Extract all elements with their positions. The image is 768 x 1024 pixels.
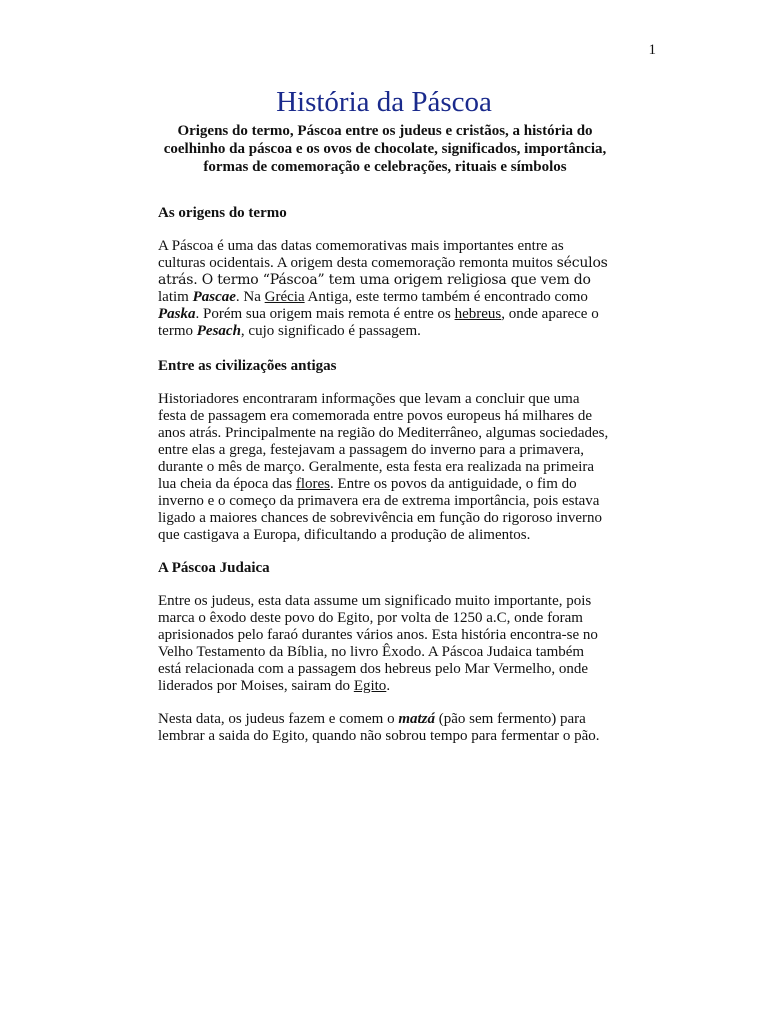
- paragraph-pascoa-judaica: [158, 593, 610, 695]
- text-span: Nesta data, os judeus fazem e comem o: [158, 711, 399, 727]
- link-hebreus[interactable]: hebreus: [454, 306, 502, 322]
- term-pesach: Pesach: [196, 323, 241, 339]
- text-span: (pão sem fermento) para lembrar a saida do Egito, quando não sobrou tempo para fermentar o pão.: [158, 711, 600, 744]
- page-subtitle: Origens do termo, Páscoa entre os judeus e cristãos, a história do coelhinho da páscoa e os ovos de chocolate, significados, importância, formas de comemoração e celebrações, rituais e símbolos: [163, 123, 607, 175]
- link-egito[interactable]: Egito: [353, 678, 387, 694]
- term-paska: Paska: [158, 306, 196, 322]
- document-body: [158, 205, 610, 761]
- link-flores[interactable]: flores: [295, 476, 330, 492]
- term-matza: matzá: [398, 711, 436, 727]
- paragraph-origens: [158, 238, 610, 340]
- text-span: Antiga, este termo também é encontrado como: [304, 289, 588, 305]
- link-grecia[interactable]: Grécia: [264, 289, 305, 305]
- text-span: latim: [158, 289, 193, 305]
- text-span: Historiadores encontraram informações que levam a concluir que uma festa de passagem era comemorada entre povos europeus há milhares de anos atrás. Principalmente na região do Mediterrâneo, algumas sociedades, entre elas a grega, festejavam a passagem do inverno para a primavera, durante o mês de março. Geralmente, esta festa era realizada na primeira lua cheia da época das: [158, 391, 609, 492]
- section-heading-pascoa-judaica: A Páscoa Judaica: [158, 560, 270, 576]
- section-heading-origens: As origens do termo: [158, 205, 287, 221]
- paragraph-civilizacoes: [158, 391, 610, 544]
- paragraph-matza: [158, 711, 610, 745]
- text-span: A Páscoa é uma das datas comemorativas mais importantes entre as culturas ocidentais. A origem desta comemoração remonta muitos: [158, 238, 564, 271]
- section-heading-civilizacoes: Entre as civilizações antigas: [158, 358, 337, 374]
- text-span: . Entre os povos da antiguidade, o fim do inverno e o começo da primavera era de extrema importância, pois estava ligado a maiores chances de sobrevivência em função do rigoroso inverno que castigava a Europa, dificultando a produção de alimentos.: [158, 476, 603, 543]
- text-span: , onde aparece o termo: [158, 306, 599, 339]
- text-span: . Na: [235, 289, 265, 305]
- text-span: , cujo significado é passagem.: [240, 323, 421, 339]
- text-span-alt-font: séculos atrás. O termo “Páscoa” tem uma origem religiosa que vem do: [158, 255, 608, 288]
- page-title: História da Páscoa: [276, 86, 492, 118]
- text-span: Entre os judeus, esta data assume um significado muito importante, pois marca o êxodo deste povo do Egito, por volta de 1250 a.C, onde foram aprisionados pelo faraó durantes vários anos. Esta história encontra-se no Velho Testamento da Bíblia, no livro Êxodo. A Páscoa Judaica também está relacionada com a passagem dos hebreus pelo Mar Vermelho, onde liderados por Moises, sairam do: [158, 593, 598, 694]
- term-pascae: Pascae: [192, 289, 236, 305]
- page-number: 1: [648, 42, 656, 58]
- text-span: . Porém sua origem mais remota é entre os: [195, 306, 455, 322]
- text-span: .: [386, 678, 391, 694]
